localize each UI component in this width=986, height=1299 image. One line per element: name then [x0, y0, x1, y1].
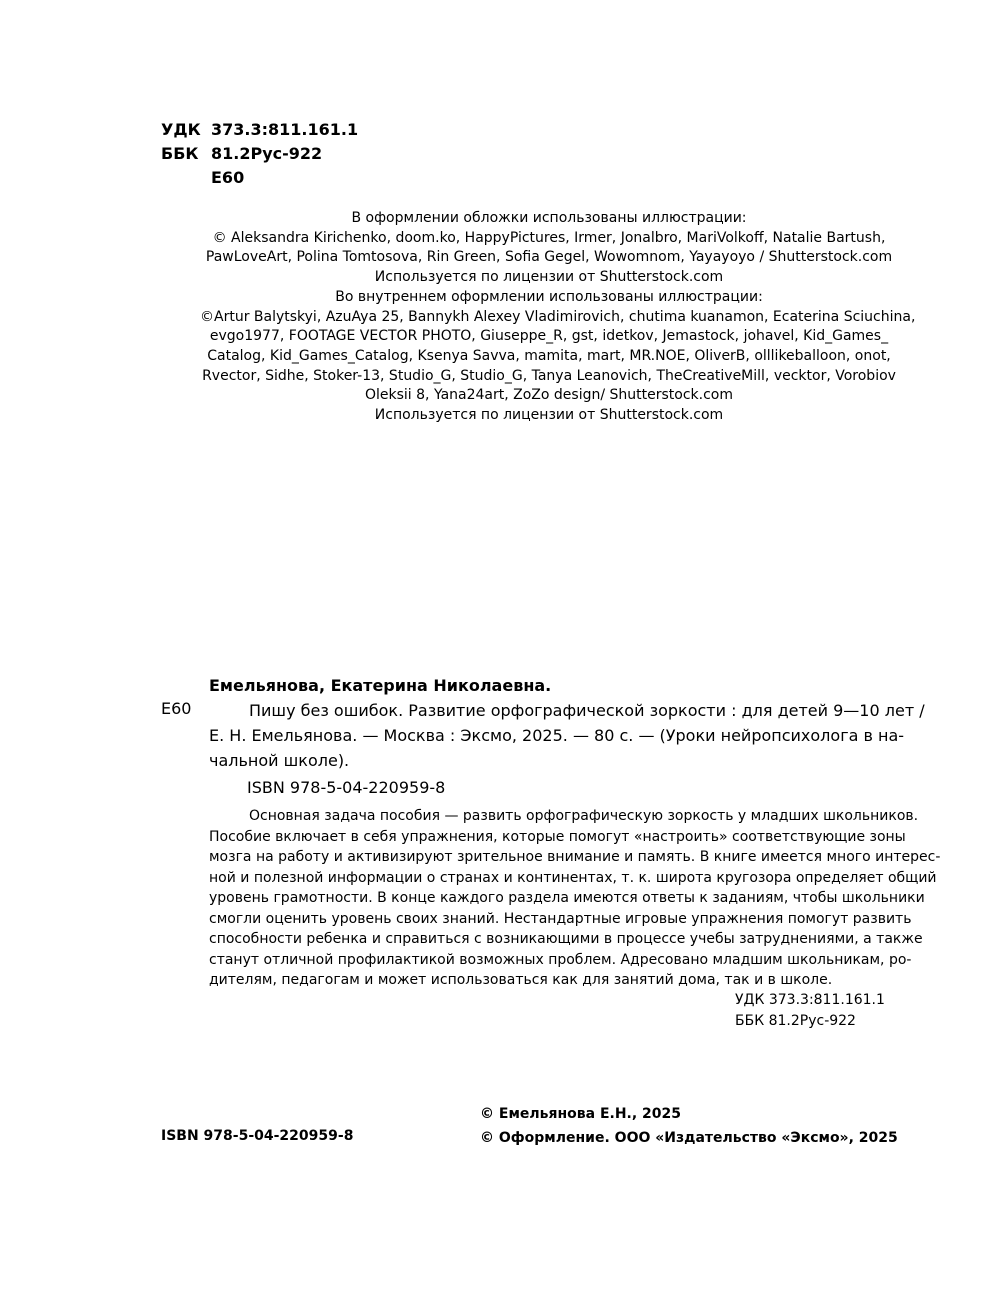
credits-line: evgo1977, FOOTAGE VECTOR PHOTO, Giuseppe_R, gst, idetkov, Jemastock, johavel, Kid_Games_ [209, 328, 889, 345]
credits-line: PawLoveArt, Polina Tomtosova, Rin Green, Sofia Gegel, Wowomnom, Yayayoyo / Shutterstock.com [205, 249, 893, 266]
biblio-line: Пишу без ошибок. Развитие орфографической зоркости : для детей 9—10 лет / [249, 701, 925, 720]
bbk-row [161, 142, 461, 166]
credits-line: Во внутреннем оформлении использованы иллюстрации: [335, 288, 763, 305]
author-sign-top: Е60 [211, 168, 245, 187]
isbn-record: ISBN 978-5-04-220959-8 [247, 778, 446, 797]
copyright-author: © Емельянова Е.Н., 2025 [480, 1106, 682, 1122]
bbk-value: 81.2Рус-922 [211, 144, 323, 163]
credits-line: Rvector, Sidhe, Stoker-13, Studio_G, Studio_G, Tanya Leanovich, TheCreativeMill, vecktor, Vorobiov [202, 367, 896, 384]
annotation-line: Основная задача пособия — развить орфографическую зоркость у младших школьников. [249, 808, 919, 824]
classification-repeat [735, 990, 885, 1032]
udk-row [161, 118, 461, 142]
credits-line: ©Artur Balytskyi, AzuAya 25, Bannykh Alexey Vladimirovich, chutima kuanamon, Ecaterina Sciuchina, [200, 308, 916, 325]
annotation-line: смогли оценить уровень своих знаний. Нестандартные игровые упражнения помогут развить [209, 910, 912, 927]
annotation-line: ной и полезной информации о странах и континентах, т. к. широта кругозора определяет общий [209, 869, 937, 886]
bbk-repeat: ББК 81.2Рус-922 [735, 1013, 856, 1029]
udk-repeat: УДК 373.3:811.161.1 [735, 992, 885, 1008]
annotation-line: станут отличной профилактикой возможных проблем. Адресовано младшим школьникам, ро- [209, 951, 912, 968]
credits-line: Используется по лицензии от Shutterstock.com [374, 407, 724, 424]
credits-line: В оформлении обложки использованы иллюстрации: [351, 210, 747, 226]
copyright-design: © Оформление. ООО «Издательство «Эксмо», 2025 [480, 1130, 898, 1146]
annotation [209, 806, 941, 991]
annotation-line: дителям, педагогам и может использоваться как для занятий дома, так и в школе. [209, 972, 833, 988]
author-sign-record: Е60 [161, 699, 192, 718]
credits-line: Catalog, Kid_Games_Catalog, Ksenya Savva, mamita, mart, MR.NOE, OliverB, olllikeballoon, onot, [207, 347, 891, 364]
credits-line: Oleksii 8, Yana24art, ZoZo design/ Shutterstock.com [364, 387, 733, 404]
annotation-line: мозга на работу и активизируют зрительное внимание и память. В книге имеется много интерес- [209, 849, 941, 865]
isbn-footer: ISBN 978-5-04-220959-8 [161, 1128, 354, 1144]
udk-label: УДК [161, 120, 201, 139]
udk-value: 373.3:811.161.1 [211, 120, 359, 139]
annotation-line: Пособие включает в себя упражнения, которые помогут «настроить» соответствующие зоны [209, 828, 906, 845]
classification-block [161, 118, 461, 190]
credits-line: © Aleksandra Kirichenko, doom.ko, HappyPictures, Irmer, Jonalbro, MariVolkoff, Natalie Bartush, [212, 229, 886, 246]
annotation-line: способности ребенка и справиться с возникающими в процессе учебы затруднениями, а также [209, 931, 923, 947]
book-author: Емельянова, Екатерина Николаевна. [209, 676, 552, 695]
bbk-label: ББК [161, 144, 199, 163]
biblio-line: чальной школе). [209, 751, 350, 770]
bibliographic-description [209, 698, 925, 773]
credits-line: Используется по лицензии от Shutterstock.com [374, 269, 724, 286]
annotation-line: уровень грамотности. В конце каждого раздела имеются ответы к заданиям, чтобы школьники [209, 890, 925, 906]
illustration-credits [200, 209, 916, 426]
copyright-block [480, 1102, 898, 1150]
author-sign-row [161, 166, 461, 190]
biblio-line: Е. Н. Емельянова. — Москва : Эксмо, 2025. — 80 с. — (Уроки нейропсихолога в на- [209, 726, 905, 745]
